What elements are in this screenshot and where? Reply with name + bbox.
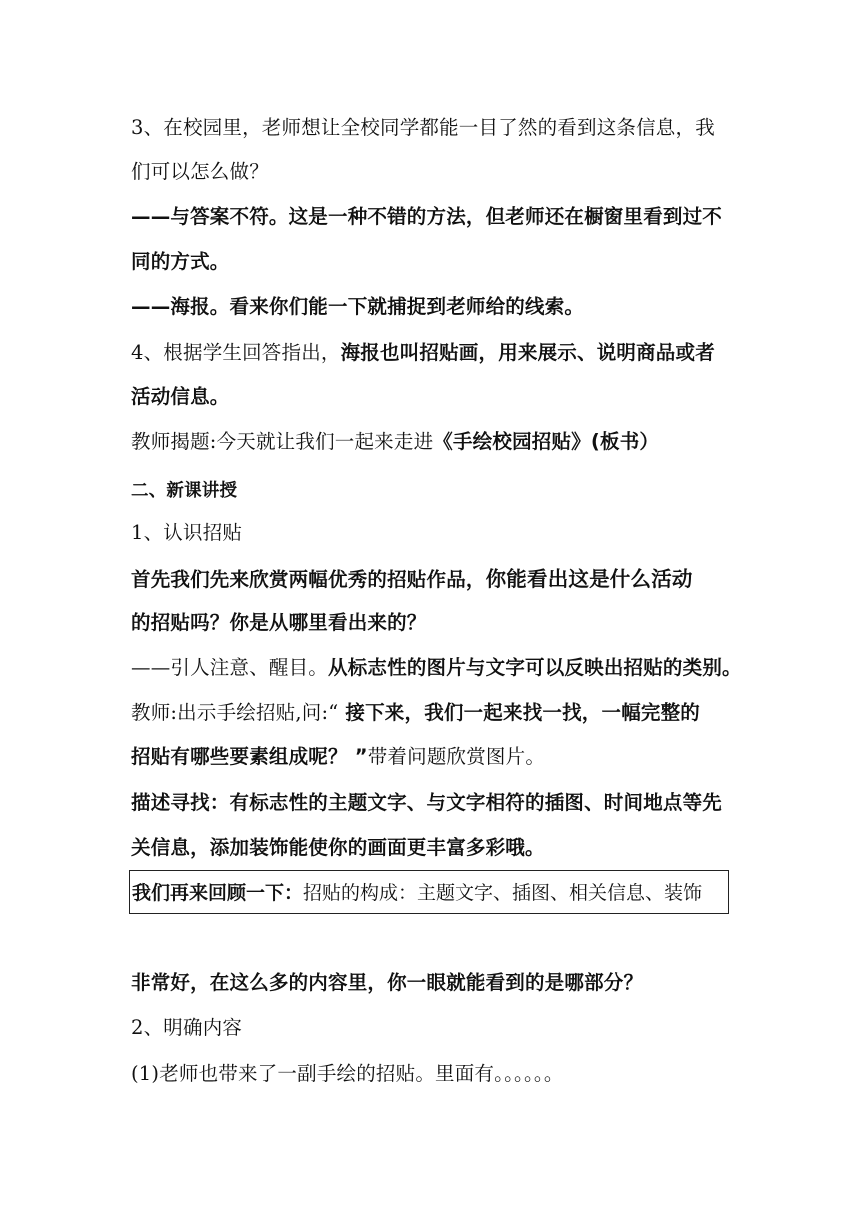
lesson-title: 《手绘校园招贴》(板书） [433,430,660,453]
item-heading: 2、明确内容 [131,1016,243,1039]
answer-line: 同的方式。 [131,250,230,273]
paragraph-line [131,566,731,593]
paragraph-line [131,429,731,455]
text-segment: 你能看出这是什么活动 [485,567,693,591]
answer-line: ——与答案不符。这是一种不错的方法，但老师还在橱窗里看到过不 [131,205,723,228]
text-segment: 首先我们先来欣赏两幅优秀的招贴作品， [131,568,486,591]
emphasis-text: 接下来，我们一起来找一找，一幅完整的 [338,701,701,724]
paragraph-line: 非常好，在这么多的内容里，你一眼就能看到的是哪部分？ [131,971,644,994]
paragraph-line: 的招贴吗？你是从哪里看出来的？ [131,611,427,634]
paragraph-line [131,700,731,726]
paragraph-line: 关信息，添加装饰能使你的画面更丰富多彩哦。 [131,836,545,859]
answer-line: ——海报。看来你们能一下就捕捉到老师给的线索。 [131,295,585,318]
text-segment: 带着问题欣赏图片。 [367,745,546,768]
paragraph-line [131,340,731,366]
text-segment: 教师:出示手绘招贴,问:“ [131,701,339,724]
emphasis-text: 海报也叫招贴画，用来展示、说明商品或者 [340,341,715,364]
text-segment: 4、根据学生回答指出， [131,341,341,364]
summary-lead: 我们再来回顾一下： [132,882,304,904]
item-heading: 1、认识招贴 [131,521,243,544]
text-segment: ——引人注意、醒目。 [131,656,329,679]
paragraph-line [131,655,742,681]
paragraph-line: 3、在校园里，老师想让全校同学都能一目了然的看到这条信息，我 [131,116,715,139]
paragraph-line [131,744,731,770]
summary-text [132,880,702,906]
emphasis-text: 从标志性的图片与文字可以反映出招贴的类别。 [328,656,742,679]
paragraph-line: 活动信息。 [131,385,230,408]
paragraph-line: 描述寻找：有标志性的主题文字、与文字相符的插图、时间地点等先 [131,791,723,814]
emphasis-text: 招贴有哪些要素组成呢？ ” [131,745,368,768]
section-heading: 二、新课讲授 [131,481,238,501]
summary-content: 招贴的构成：主题文字、插图、相关信息、装饰 [303,882,703,904]
paragraph-line: 们可以怎么做？ [131,160,269,183]
summary-box [129,870,729,914]
text-segment: 教师揭题:今天就让我们一起来走进 [131,430,434,453]
paragraph-line: (1)老师也带来了一副手绘的招贴。里面有。。。。。。 [131,1062,564,1085]
